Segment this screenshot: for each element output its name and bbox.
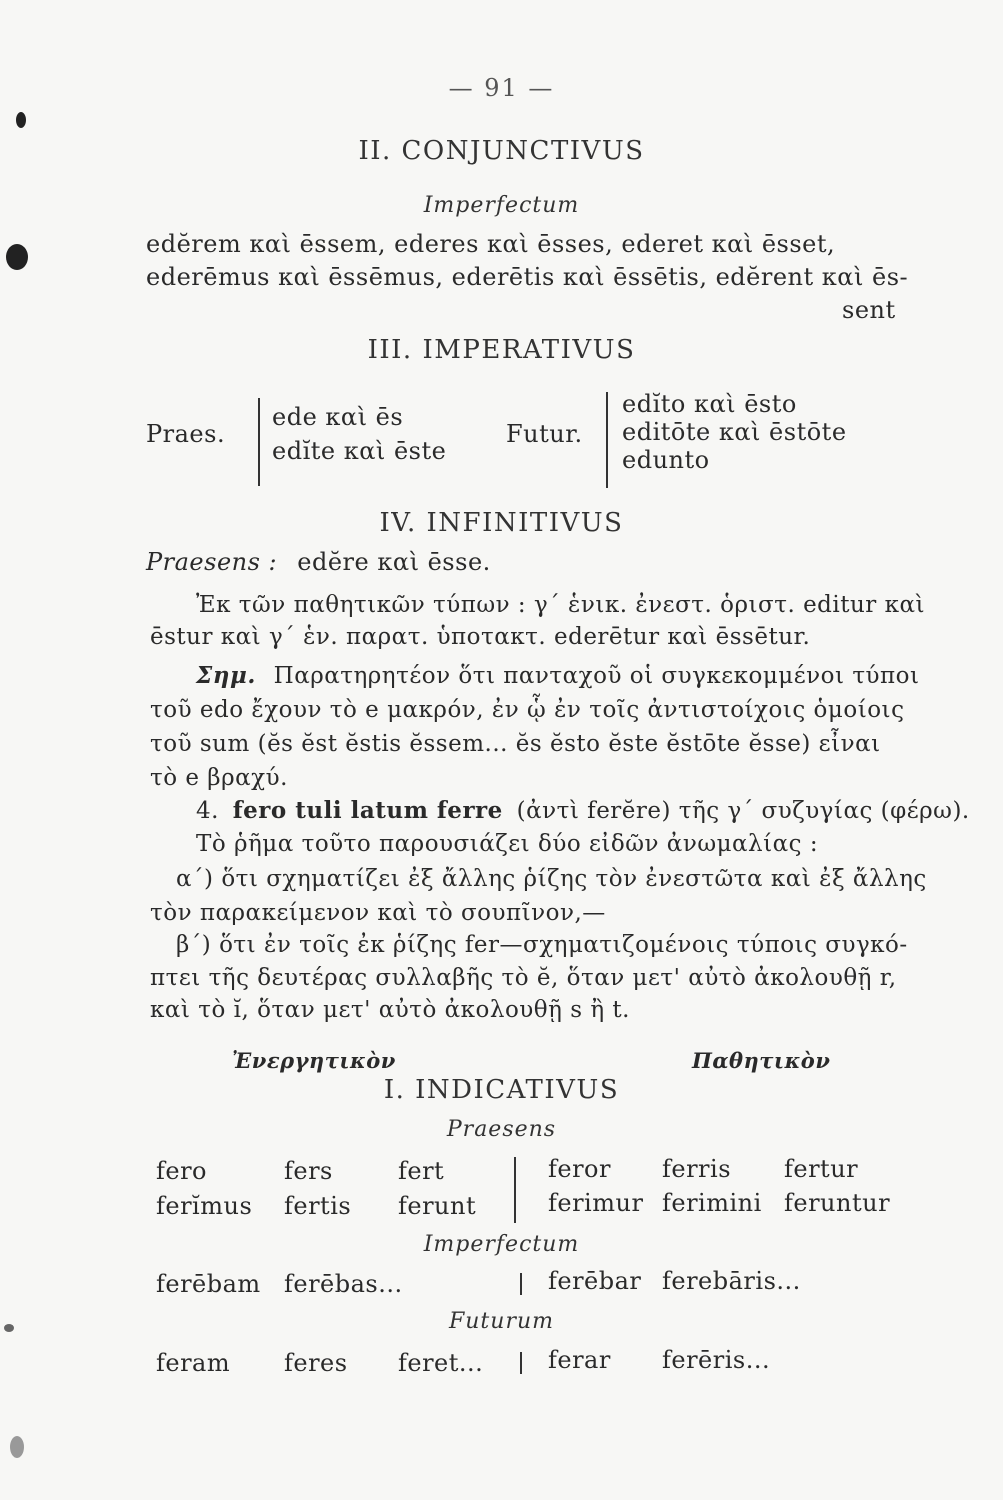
- note-line-1: [196, 662, 920, 689]
- passive-line-2: ēstur καὶ γ´ ἑν. παρατ. ὑποτακτ. ederētur καὶ ēssētur.: [150, 624, 811, 650]
- infinitivus-praesens-row: [146, 548, 491, 576]
- indicativus-futurum-label: Futurum: [449, 1309, 554, 1334]
- praes-row1-c4: feror: [548, 1155, 611, 1183]
- imperativus-praes-form-1: ede καὶ ēs: [272, 403, 404, 431]
- imperfectum-divider: [520, 1273, 522, 1295]
- praes-brace: [258, 398, 260, 486]
- praesens-forms: edĕre καὶ ēsse.: [297, 548, 491, 576]
- futur-c5: ferēris...: [662, 1346, 771, 1374]
- note-line-4: τὸ e βραχύ.: [150, 765, 288, 791]
- fero-tail: (ἀντὶ ferĕre) τῆς γ´ συζυγίας (φέρω).: [516, 798, 970, 824]
- fero-line-head: [196, 797, 970, 824]
- praes-row2-c6: feruntur: [784, 1189, 891, 1217]
- praes-row1-c6: fertur: [784, 1155, 859, 1183]
- fero-line-5: πτει τῆς δευτέρας συλλαβῆς τὸ ĕ, ὅταν μετ' αὐτὸ ἀκολουθῇ r,: [150, 965, 897, 991]
- conjunctivus-heading: II. CONJUNCTIVUS: [358, 136, 645, 166]
- passive-voice-label: Παθητικὸν: [692, 1048, 831, 1073]
- note-line-2: τοῦ edo ἔχουν τὸ e μακρόν, ἐν ᾧ ἐν τοῖς ἀντιστοίχοις ὁμοίοις: [150, 697, 905, 723]
- fero-line-6: καὶ τὸ ĭ, ὅταν μετ' αὐτὸ ἀκολουθῇ s ἢ t.: [150, 997, 630, 1023]
- scan-blemish: [6, 244, 28, 270]
- note-line-3: τοῦ sum (ĕs ĕst ĕstis ĕssem... ĕs ĕsto ĕste ĕstōte ĕsse) εἶναι: [150, 731, 881, 757]
- conjunctivus-line-1: edĕrem καὶ ēssem, ederes καὶ ēsses, ederet καὶ ēsset,: [146, 230, 836, 258]
- scan-blemish: [16, 112, 26, 128]
- imperf-c4: ferebāris...: [662, 1267, 801, 1295]
- fero-line-1: Τὸ ῥῆμα τοῦτο παρουσιάζει δύο εἰδῶν ἀνωμαλίας :: [196, 831, 819, 857]
- imperf-c1: ferēbam: [156, 1270, 261, 1298]
- note-text-1: Παρατηρητέον ὅτι πανταχοῦ οἱ συγκεκομμένοι τύποι: [273, 663, 920, 689]
- imperativus-futur-form-3: edunto: [622, 446, 710, 474]
- passive-line-1: Ἐκ τῶν παθητικῶν τύπων : γ´ ἑνικ. ἐνεστ. ὁριστ. editur καὶ: [196, 592, 926, 618]
- praes-row1-c2: fers: [284, 1157, 333, 1185]
- conjunctivus-line-2: ederēmus καὶ ēssēmus, ederētis καὶ ēssētis, edĕrent καὶ ēs-: [146, 263, 909, 291]
- note-label: Σημ.: [196, 662, 256, 689]
- futur-brace: [606, 392, 608, 488]
- imperativus-praes-label: Praes.: [146, 420, 226, 448]
- praes-row1-c1: fero: [156, 1157, 208, 1185]
- futur-c4: ferar: [548, 1346, 611, 1374]
- praes-row2-c5: ferimini: [662, 1189, 762, 1217]
- praes-row1-c3: fert: [398, 1157, 445, 1185]
- imperativus-futur-form-1: edĭto καὶ ēsto: [622, 390, 797, 418]
- fero-line-4: β´) ὅτι ἐν τοῖς ἐκ ῥίζης fer—σχηματιζομένοις τύποις συγκό-: [176, 932, 908, 958]
- imperativus-praes-form-2: edĭte καὶ ēste: [272, 437, 447, 465]
- futur-c2: feres: [284, 1349, 348, 1377]
- fero-principal-parts: fero tuli latum ferre: [232, 797, 503, 824]
- indicativus-imperfectum-label: Imperfectum: [423, 1232, 580, 1257]
- praes-row2-c1: ferĭmus: [156, 1192, 253, 1220]
- imperf-c3: ferēbar: [548, 1267, 642, 1295]
- active-voice-label: Ἐνεργητικὸν: [232, 1048, 396, 1073]
- page-number: — 91 —: [448, 74, 555, 102]
- praes-row2-c4: ferimur: [548, 1189, 644, 1217]
- imperativus-futur-form-2: editōte καὶ ēstōte: [622, 418, 847, 446]
- praesens-divider: [514, 1157, 516, 1223]
- futurum-divider: [520, 1352, 522, 1374]
- praesens-label: Praesens :: [146, 548, 278, 576]
- fero-line-3: τὸν παρακείμενον καὶ τὸ σουπῖνον,—: [150, 900, 606, 926]
- infinitivus-heading: IV. INFINITIVUS: [379, 508, 624, 538]
- scan-blemish: [4, 1324, 14, 1332]
- fero-number: 4.: [196, 798, 219, 824]
- futur-c3: feret...: [398, 1349, 484, 1377]
- conjunctivus-line-3: sent: [842, 296, 896, 324]
- conjunctivus-imperfectum-label: Imperfectum: [423, 193, 580, 218]
- futur-c1: feram: [156, 1349, 231, 1377]
- praes-row2-c3: ferunt: [398, 1192, 477, 1220]
- imperativus-heading: III. IMPERATIVUS: [367, 335, 636, 365]
- indicativus-praesens-label: Praesens: [446, 1117, 557, 1142]
- scan-blemish: [10, 1436, 24, 1458]
- praes-row1-c5: ferris: [662, 1155, 732, 1183]
- indicativus-heading: I. INDICATIVUS: [383, 1075, 620, 1105]
- fero-line-2: α´) ὅτι σχηματίζει ἐξ ἄλλης ῥίζης τὸν ἐνεστῶτα καὶ ἐξ ἄλλης: [176, 866, 927, 892]
- imperf-c2: ferēbas...: [284, 1270, 403, 1298]
- imperativus-futur-label: Futur.: [506, 420, 583, 448]
- praes-row2-c2: fertis: [284, 1192, 352, 1220]
